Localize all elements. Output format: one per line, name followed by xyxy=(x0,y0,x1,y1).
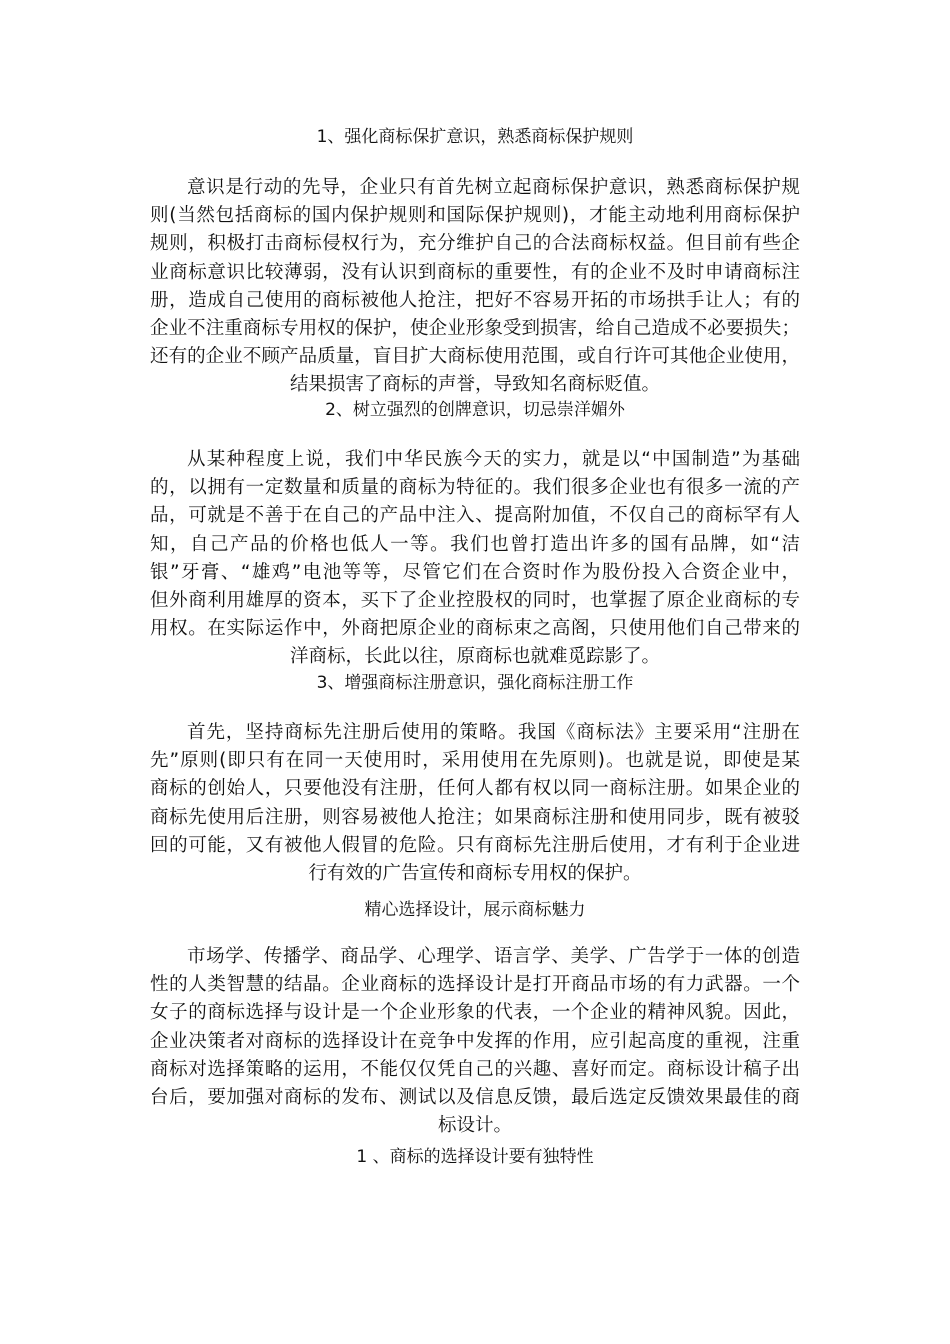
section-heading-1: 1、强化商标保扩意识，熟悉商标保护规则 xyxy=(316,127,634,147)
paragraph-line: 银”牙膏、“雄鸡”电池等等，尽管它们在合资时作为股份投入合资企业中， xyxy=(150,561,800,583)
paragraph-line: 企业决策者对商标的选择设计在竞争中发挥的作用，应引起高度的重视，注重 xyxy=(150,1030,800,1052)
section-heading-2: 2、树立强烈的创牌意识，切忌崇洋媚外 xyxy=(325,400,625,420)
paragraph-line: 品，可就是不善于在自己的产品中注入、提高附加值，不仅自己的商标罕有人 xyxy=(150,505,800,527)
paragraph-line: 知，自己产品的价格也低人一等。我们也曾打造出许多的国有品牌，如“洁 xyxy=(150,533,800,555)
paragraph-line: 册，造成自己使用的商标被他人抢注，把好不容易开拓的市场拱手让人；有的 xyxy=(150,289,800,311)
paragraph-4 xyxy=(150,943,800,1140)
section-heading-3: 3、增强商标注册意识，强化商标注册工作 xyxy=(316,673,634,693)
paragraph-line: 还有的企业不顾产品质量，盲目扩大商标使用范围，或自行许可其他企业使用， xyxy=(150,346,800,368)
paragraph-1 xyxy=(150,174,800,400)
paragraph-line: 则(当然包括商标的国内保护规则和国际保护规则)，才能主动地利用商标保护 xyxy=(150,205,800,227)
paragraph-line: 的，以拥有一定数量和质量的商标为特征的。我们很多企业也有很多一流的产 xyxy=(150,477,800,499)
paragraph-line: 标设计。 xyxy=(437,1115,512,1137)
paragraph-line: 商标的创始人，只要他没有注册，任何人都有权以同一商标注册。如果企业的 xyxy=(150,778,800,800)
paragraph-line: 用权。在实际运作中，外商把原企业的商标束之高阁，只使用他们自己带来的 xyxy=(150,618,800,640)
paragraph-line: 企业不注重商标专用权的保护，使企业形象受到损害，给自己造成不必要损失； xyxy=(150,317,800,339)
paragraph-line: 洋商标，长此以往，原商标也就难觅踪影了。 xyxy=(289,646,660,668)
paragraph-3 xyxy=(150,719,800,888)
paragraph-line: 结果损害了商标的声誉，导致知名商标贬值。 xyxy=(289,374,660,396)
paragraph-line: 台后，要加强对商标的发布、测试以及信息反馈，最后选定反馈效果最佳的商 xyxy=(150,1086,800,1108)
paragraph-line: 意识是行动的先导，企业只有首先树立起商标保护意识，熟悉商标保护规 xyxy=(187,177,800,198)
paragraph-line: 先”原则(即只有在同一天使用时，采用使用在先原则)。也就是说，即使是某 xyxy=(150,750,800,772)
paragraph-line: 规则，积极打击商标侵权行为，充分维护自己的合法商标权益。但目前有些企 xyxy=(150,233,800,255)
paragraph-line: 性的人类智慧的结晶。企业商标的选择设计是打开商品市场的有力武器。一个 xyxy=(150,974,800,996)
paragraph-line: 商标对选择策略的运用，不能仅仅凭自己的兴趣、喜好而定。商标设计稿子出 xyxy=(150,1058,800,1080)
section-heading-4: 精心选择设计，展示商标魅力 xyxy=(364,900,586,920)
paragraph-line: 从某种程度上说，我们中华民族今天的实力，就是以“中国制造”为基础 xyxy=(187,449,800,470)
paragraph-line: 但外商利用雄厚的资本，买下了企业控股权的同时，也掌握了原企业商标的专 xyxy=(150,589,800,611)
paragraph-line: 回的可能，又有被他人假冒的危险。只有商标先注册后使用，才有利于企业进 xyxy=(150,834,800,856)
paragraph-line: 市场学、传播学、商品学、心理学、语言学、美学、广告学于一体的创造 xyxy=(187,946,800,967)
paragraph-line: 首先，坚持商标先注册后使用的策略。我国《商标法》主要采用“注册在 xyxy=(187,722,800,743)
paragraph-line: 女子的商标选择与设计是一个企业形象的代表，一个企业的精神风貌。因此， xyxy=(150,1002,800,1024)
paragraph-line: 商标先使用后注册，则容易被他人抢注；如果商标注册和使用同步，既有被驳 xyxy=(150,806,800,828)
paragraph-line: 业商标意识比较薄弱，没有认识到商标的重要性，有的企业不及时申请商标注 xyxy=(150,261,800,283)
paragraph-line: 行有效的广告宣传和商标专用权的保护。 xyxy=(308,862,642,884)
paragraph-2 xyxy=(150,446,800,672)
section-heading-5: 1 、商标的选择设计要有独特性 xyxy=(356,1147,594,1167)
